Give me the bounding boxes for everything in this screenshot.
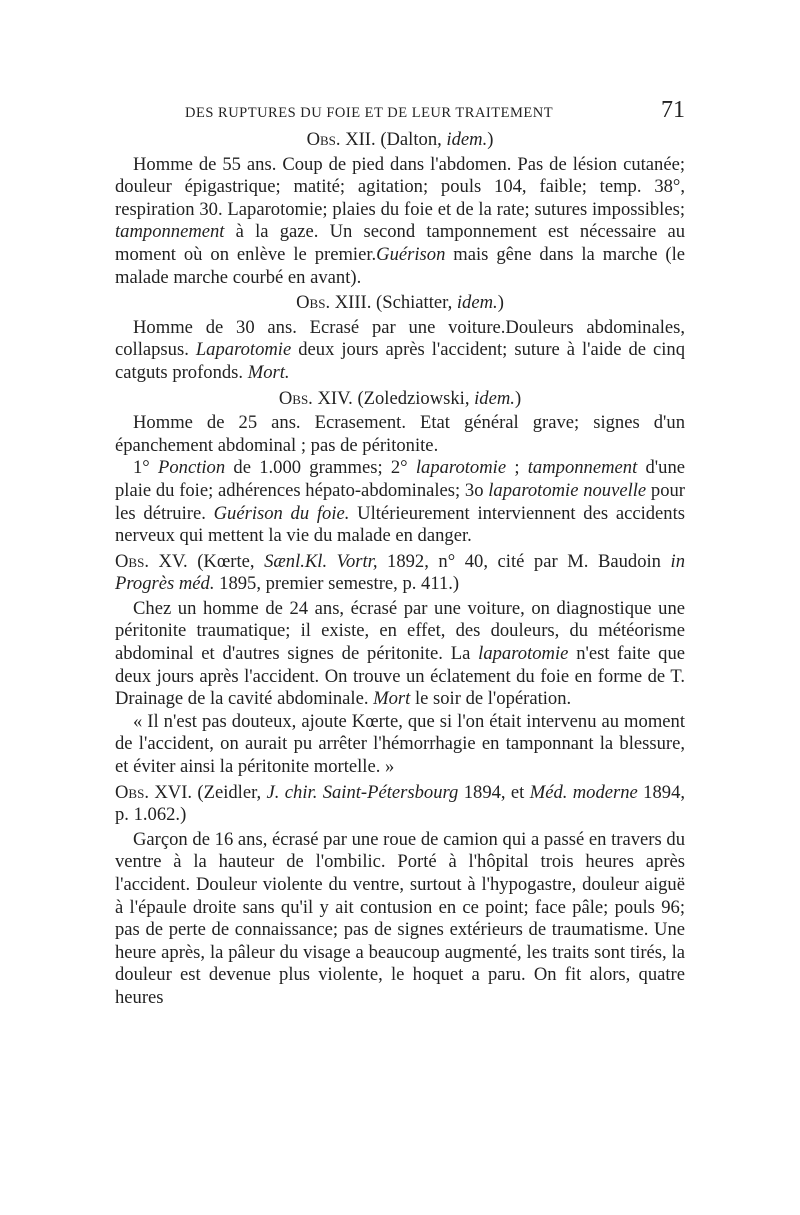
obs-14-text-1: Homme de 25 ans. Ecrasement. Etat général grave; signes d'un épanchement abdominal ; pas de péritonite. bbox=[115, 412, 685, 456]
obs-16-text: Garçon de 16 ans, écrasé par une roue de camion qui a passé en travers du ventre à la hauteur de l'ombilic. Porté à l'hôpital trois heures après l'accident. Douleur violente du ventre, surtout à l'hypogastre, douleur aiguë à l'épaule droite sans qu'il y ait contusion en ce point; face pâle; pouls 96; pas de perte de connaissance; pas de signes extérieurs de traumatisme. Une heure après, la pâleur du visage a beaucoup augmenté, les traits sont tirés, la douleur est devenue plus violente, le hoquet a paru. On fit alors, quatre heures bbox=[115, 828, 685, 1008]
page-body bbox=[115, 126, 685, 1010]
obs-13-text: Homme de 30 ans. Ecrasé par une voiture.Douleurs abdominales, collapsus. Laparotomie deux jours après l'accident; suture à l'aide de cinq catguts profonds. Mort. bbox=[115, 316, 685, 383]
page-number: 71 bbox=[661, 97, 685, 123]
obs-15-quote: « Il n'est pas douteux, ajoute Kœrte, que si l'on était intervenu au moment de l'accident, on aurait pu arrêter l'hémorrhagie en tamponnant la blessure, et éviter ainsi la péritonite mortelle. » bbox=[115, 710, 685, 778]
running-title: DES RUPTURES DU FOIE ET DE LEUR TRAITEMENT bbox=[185, 105, 554, 121]
obs-15-text: Chez un homme de 24 ans, écrasé par une voiture, on diagnostique une péritonite traumatique; il existe, en effet, des douleurs, du météorisme abdominal et d'autres signes de péritonite. La laparotomie n'est faite que deux jours après l'accident. On trouve un éclatement du foie en forme de T. Drainage de la cavité abdominale. Mort le soir de l'opération. bbox=[115, 597, 685, 710]
obs-14-title: Obs. XIV. (Zoledziowski, idem.) bbox=[278, 387, 522, 409]
obs-14-text-2: 1° Ponction de 1.000 grammes; 2° laparotomie ; tamponnement d'une plaie du foie; adhérences hépato-abdominales; 3o laparotomie nouvelle pour les détruire. Guérison du foie. Ultérieurement interviennent des accidents nerveux qui mettent la vie du malade en danger. bbox=[115, 457, 686, 547]
page-header bbox=[185, 97, 685, 124]
obs-16-title: Obs. XVI. (Zeidler, J. chir. Saint-Pétersbourg 1894, et Méd. moderne 1894, p. 1.062.) bbox=[115, 781, 686, 826]
obs-13-title: Obs. XIII. (Schiatter, idem.) bbox=[296, 292, 504, 314]
obs-12-title: Obs. XII. (Dalton, idem.) bbox=[306, 129, 494, 150]
obs-15-title: Obs. XV. (Kœrte, Sænl.Kl. Vortr, 1892, n° 40, cité par M. Baudoin in Progrès méd. 1895, premier semestre, p. 411.) bbox=[115, 550, 685, 595]
obs-12-text: Homme de 55 ans. Coup de pied dans l'abdomen. Pas de lésion cutanée; douleur épigastrique; matité; agitation; pouls 104, faible; temp. 38°, respiration 30. Laparotomie; plaies du foie et de la rate; sutures impossibles; tamponnement à la gaze. Un second tamponnement est nécessaire au moment où on enlève le premier.Guérison mais gêne dans la marche (le malade marche courbé en avant). bbox=[115, 153, 685, 288]
